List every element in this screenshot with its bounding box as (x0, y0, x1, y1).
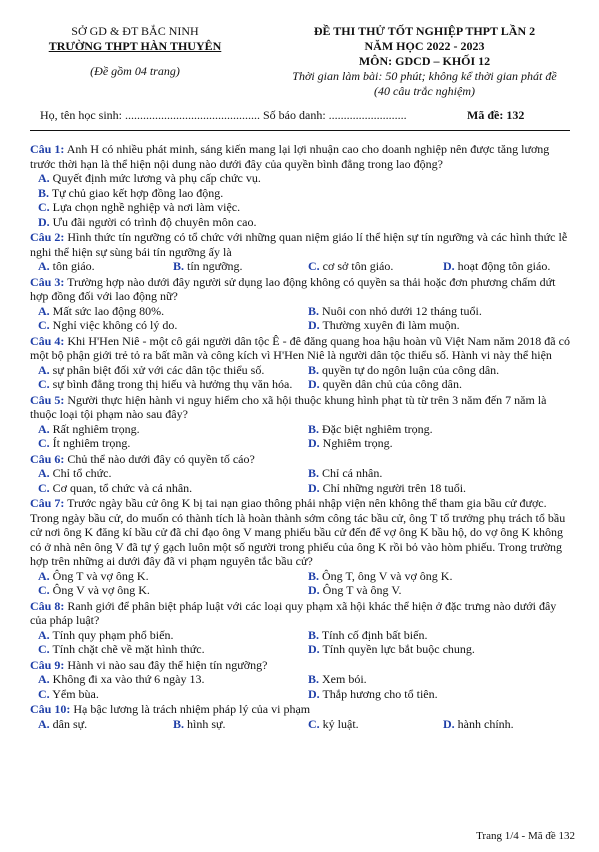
option-text: Ông V và vợ ông K. (52, 583, 150, 597)
option-letter: C. (38, 318, 50, 332)
option-text: Ít nghiêm trọng. (52, 436, 131, 450)
option-letter: A. (38, 259, 50, 273)
option-text: Không đi xa vào thứ 6 ngày 13. (52, 672, 205, 686)
answer-option (300, 642, 570, 657)
option-text: Nghỉ việc không có lý do. (52, 318, 178, 332)
option-text: Ông T, ông V và vợ ông K. (322, 568, 453, 583)
option-text: Chỉ tổ chức. (52, 466, 112, 480)
question-stem (30, 452, 570, 467)
option-letter: D. (308, 480, 320, 495)
answer-option (300, 422, 570, 437)
question-stem (30, 142, 570, 171)
answer-option (30, 672, 300, 687)
option-row (30, 186, 570, 201)
question-text: Ranh giới để phân biệt pháp luật với các loại quy phạm xã hội khác thể hiện ở đặc trưng nào dưới đây của pháp luật? (30, 598, 557, 627)
option-row (30, 422, 570, 437)
question-number: Câu 9: (30, 657, 65, 672)
option-letter: D. (38, 214, 50, 229)
answer-option (300, 318, 570, 333)
answer-option (300, 672, 570, 687)
option-text: Lựa chọn nghề nghiệp và nơi làm việc. (52, 200, 241, 214)
option-row (30, 304, 570, 319)
question-number: Câu 6: (30, 451, 65, 466)
answer-option (300, 363, 570, 378)
question-number: Câu 5: (30, 392, 65, 407)
question-stem (30, 658, 570, 673)
question-stem (30, 496, 570, 569)
option-text: cơ sở tôn giáo. (322, 259, 394, 273)
option-letter: B. (308, 466, 320, 480)
option-text: Rất nghiêm trọng. (52, 421, 140, 436)
question-text: Hành vi nào sau đây thể hiện tín ngưỡng? (67, 657, 268, 672)
option-text: hành chính. (457, 716, 514, 731)
page-count-note: (Đề gồm 04 trang) (90, 64, 180, 78)
question-stem (30, 702, 570, 717)
option-letter: A. (38, 421, 50, 436)
question-number: Câu 1: (30, 142, 65, 156)
student-fields: Họ, tên học sinh: ............................................. Số báo danh: .......................... (40, 108, 407, 122)
question-5 (30, 393, 570, 451)
page-footer: Trang 1/4 - Mã đề 132 (476, 830, 575, 842)
question-number: Câu 10: (30, 702, 71, 716)
option-row (30, 642, 570, 657)
answer-option (30, 422, 300, 437)
option-letter: D. (443, 259, 455, 273)
option-row (30, 171, 570, 186)
option-text: Cơ quan, tổ chức và cá nhân. (52, 480, 193, 495)
option-text: Tự chủ giao kết hợp đồng lao động. (51, 185, 224, 200)
answer-option (30, 215, 256, 230)
option-text: tín ngưỡng. (187, 259, 243, 273)
option-letter: A. (38, 362, 50, 377)
answer-option (30, 186, 223, 201)
option-text: sự phân biệt đối xử với các dân tộc thiểu số. (52, 362, 265, 377)
option-text: Yểm bùa. (52, 686, 99, 701)
question-1 (30, 142, 570, 229)
option-letter: B. (38, 185, 50, 200)
question-stem (30, 599, 570, 628)
option-row (30, 215, 570, 230)
question-text: Hạ bậc lương là trách nhiệm pháp lý của vi phạm (73, 702, 311, 716)
answer-option (300, 481, 570, 496)
answer-option (30, 304, 300, 319)
option-letter: B. (308, 568, 320, 583)
option-row (30, 628, 570, 643)
option-letter: D. (308, 377, 320, 391)
answer-option (30, 259, 165, 274)
option-letter: A. (38, 303, 50, 318)
option-text: Ông T và ông V. (322, 583, 402, 597)
school-name: TRƯỜNG THPT HÀN THUYÊN (48, 39, 222, 53)
question-text: Anh H có nhiều phát minh, sáng kiến mang lại lợi nhuận cao cho doanh nghiệp nên được tăng lương trước thời hạn là thể hiện nội dung nào dưới đây của quyền bình đẳng trong lao động? (30, 142, 550, 171)
option-row (30, 583, 570, 598)
answer-option (300, 569, 570, 584)
option-letter: A. (38, 627, 50, 642)
option-letter: C. (38, 642, 50, 656)
answer-option (165, 717, 300, 732)
answer-option (30, 583, 300, 598)
option-letter: A. (38, 716, 50, 731)
answer-option (300, 259, 435, 274)
option-row (30, 436, 570, 451)
option-text: quyền dân chủ của công dân. (322, 377, 462, 391)
question-6 (30, 452, 570, 496)
option-text: sự bình đẳng trong thị hiếu và hưởng thụ văn hóa. (52, 377, 293, 391)
option-row (30, 672, 570, 687)
question-stem (30, 334, 570, 363)
answer-option (30, 569, 300, 584)
option-text: Chỉ cá nhân. (322, 466, 383, 480)
question-text: Hình thức tín ngưỡng có tổ chức với những quan niệm giáo lí thể hiện sự tín ngưỡng và các hình thức lễ nghi thể hiện sự sùng bái tín ngưỡng ấy là (30, 230, 568, 259)
answer-option (30, 687, 300, 702)
answer-option (300, 304, 570, 319)
option-text: quyền tự do ngôn luận của công dân. (322, 362, 500, 377)
option-row (30, 200, 570, 215)
option-letter: B. (308, 672, 320, 686)
option-text: Chỉ những người trên 18 tuổi. (322, 480, 467, 495)
question-text: Chủ thể nào dưới đây có quyền tố cáo? (67, 451, 255, 466)
answer-option (30, 363, 300, 378)
question-4 (30, 334, 570, 392)
option-text: Nuôi con nhỏ dưới 12 tháng tuổi. (322, 303, 482, 318)
option-letter: D. (308, 318, 320, 332)
question-7 (30, 496, 570, 598)
option-text: Thường xuyên đi làm muộn. (322, 318, 460, 332)
answer-option (30, 628, 300, 643)
question-list (30, 142, 570, 732)
question-number: Câu 8: (30, 598, 65, 613)
question-text: Trường hợp nào dưới đây người sử dụng lao động không có quyền sa thải hoặc đơn phương chấm dứt hợp đồng đối với lao động nữ? (30, 274, 556, 303)
question-stem (30, 230, 570, 259)
question-text: Người thực hiện hành vi nguy hiểm cho xã hội thuộc khung hình phạt tù từ trên 3 năm đến 7 năm là thuộc loại tội phạm nào sau đây? (30, 392, 547, 421)
option-row (30, 377, 570, 392)
option-letter: D. (308, 436, 320, 450)
option-letter: C. (38, 436, 50, 450)
option-text: Tính quy phạm phổ biến. (52, 627, 174, 642)
option-row (30, 259, 570, 274)
question-text: Trước ngày bầu cử ông K bị tai nạn giao thông phải nhập viện nên không thể tham gia bầu cử được. Trong ngày bầu cử, do muốn có thành tích là hoàn thành sớm công tác bầu cử, ông T tổ trưởng phụ trách tổ bầu cử nơi ông K đăng kí bầu cử đã chỉ đạo ông V mang phiếu bầu cử đến để vợ ông K bầu hộ, do vợ ông K không có ở nhà nên ông V đã tự ý gạch luôn một số người trong phiếu của ông K rồi bỏ vào hòm phiếu. Trong trường hợp trên những ai dưới đây đã vi phạm nguyên tắc bầu cử? (30, 496, 566, 568)
question-number: Câu 2: (30, 230, 65, 244)
answer-option (30, 642, 300, 657)
option-letter: C. (38, 686, 50, 701)
question-2 (30, 230, 570, 274)
time-note: Thời gian làm bài: 50 phút; không kể thời gian phát đề (292, 69, 557, 83)
answer-option (300, 466, 570, 481)
answer-option (30, 377, 300, 392)
option-text: Đặc biệt nghiêm trọng. (322, 421, 433, 436)
option-text: Nghiêm trọng. (322, 436, 393, 450)
option-row (30, 717, 570, 732)
option-row (30, 363, 570, 378)
question-count: (40 câu trắc nghiệm) (374, 84, 475, 98)
answer-option (300, 628, 570, 643)
answer-option (300, 436, 570, 451)
option-row (30, 466, 570, 481)
option-letter: B. (173, 259, 185, 273)
option-text: hình sự. (187, 716, 226, 731)
option-letter: C. (38, 377, 50, 391)
answer-option (435, 717, 570, 732)
question-number: Câu 4: (30, 333, 65, 348)
option-letter: B. (173, 716, 185, 731)
header-divider (30, 130, 570, 131)
question-stem (30, 393, 570, 422)
school-year: NĂM HỌC 2022 - 2023 (364, 39, 485, 53)
answer-option (30, 717, 165, 732)
answer-option (30, 436, 300, 451)
option-letter: A. (38, 171, 50, 185)
answer-option (435, 259, 570, 274)
answer-option (30, 318, 300, 333)
option-letter: A. (38, 568, 50, 583)
answer-option (30, 481, 300, 496)
option-letter: B. (308, 362, 320, 377)
answer-option (300, 377, 570, 392)
option-letter: C. (308, 716, 320, 731)
option-text: hoạt động tôn giáo. (457, 259, 551, 273)
answer-option (165, 259, 300, 274)
answer-option (300, 717, 435, 732)
option-letter: B. (308, 303, 320, 318)
exam-code: Mã đề: 132 (467, 108, 525, 122)
option-text: Tính chặt chẽ về mặt hình thức. (52, 642, 205, 656)
option-text: dân sự. (52, 716, 88, 731)
answer-option (30, 466, 300, 481)
option-row (30, 569, 570, 584)
option-letter: C. (38, 480, 50, 495)
question-10 (30, 702, 570, 731)
option-text: Quyết định mức lương và phụ cấp chức vụ. (52, 171, 261, 185)
question-9 (30, 658, 570, 702)
exam-header (262, 24, 587, 99)
option-letter: B. (308, 627, 320, 642)
option-text: Ông T và vợ ông K. (52, 568, 149, 583)
question-number: Câu 3: (30, 274, 65, 289)
question-8 (30, 599, 570, 657)
option-letter: D. (443, 716, 455, 731)
option-text: Xem bói. (322, 672, 367, 686)
option-text: Ưu đãi người có trình độ chuyên môn cao. (52, 214, 257, 229)
answer-option (300, 583, 570, 598)
department-name: SỞ GD & ĐT BẮC NINH (71, 24, 199, 38)
option-letter: D. (308, 686, 320, 701)
question-number: Câu 7: (30, 496, 65, 510)
question-text: Khi H'Hen Niê - một cô gái người dân tộc Ê - đê đăng quang hoa hậu hoàn vũ Việt Nam năm 2018 đã có một bộ phận giới trẻ tỏ ra bất mãn và công kích vì H'Hen Niê là người dân tộc thiểu số. Hành vi này thể hiện (30, 333, 570, 362)
option-row (30, 687, 570, 702)
option-text: Tính cố định bất biến. (321, 627, 428, 642)
answer-option (30, 200, 240, 215)
option-letter: B. (308, 421, 320, 436)
option-letter: C. (38, 200, 50, 214)
option-text: kỷ luật. (322, 716, 359, 731)
option-letter: C. (308, 259, 320, 273)
option-text: Mất sức lao động 80%. (52, 303, 165, 318)
exam-title: ĐỀ THI THỬ TỐT NGHIỆP THPT LẦN 2 (313, 24, 536, 38)
subject: MÔN: GDCD – KHỐI 12 (358, 54, 491, 68)
option-text: Thắp hương cho tổ tiên. (322, 686, 438, 701)
school-header (20, 24, 250, 79)
option-letter: C. (38, 583, 50, 597)
student-id-line (40, 108, 580, 123)
answer-option (300, 687, 570, 702)
answer-option (30, 171, 261, 186)
question-3 (30, 275, 570, 333)
option-text: Tính quyền lực bắt buộc chung. (322, 642, 475, 656)
option-letter: D. (308, 642, 320, 656)
option-row (30, 318, 570, 333)
question-stem (30, 275, 570, 304)
option-letter: A. (38, 466, 50, 480)
option-letter: D. (308, 583, 320, 597)
option-text: tôn giáo. (52, 259, 95, 273)
option-row (30, 481, 570, 496)
option-letter: A. (38, 672, 50, 686)
